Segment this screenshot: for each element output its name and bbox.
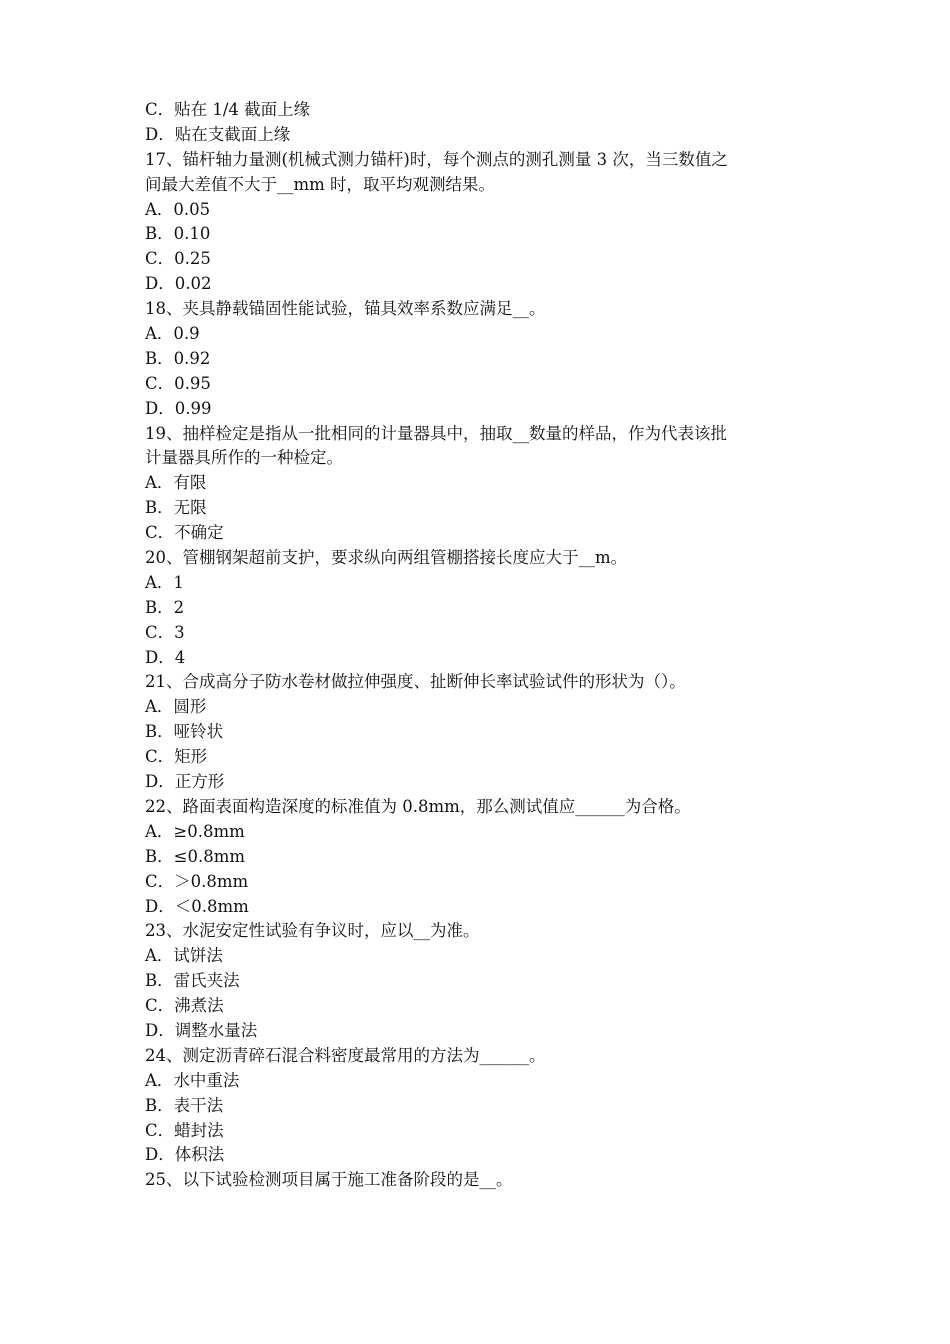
text-line: 17、锚杆轴力量测(机械式测力锚杆)时，每个测点的测孔测量 3 次，当三数值之 [145,149,728,169]
text-line: B．雷氏夹法 [145,971,240,991]
text-line: C．矩形 [145,747,208,767]
text-line: A．≥0.8mm [145,821,245,841]
text-line: A．0.05 [145,199,211,219]
text-line: 18、夹具静载锚固性能试验，锚具效率系数应满足__。 [145,299,546,319]
text-line: A．0.9 [145,324,200,344]
text-line: 24、测定沥青碎石混合料密度最常用的方法为______。 [145,1045,546,1065]
text-line: B．表干法 [145,1095,224,1115]
text-line: D．正方形 [145,772,225,792]
text-line: C．＞0.8mm [145,871,249,891]
text-line: C．蜡封法 [145,1120,224,1140]
text-line: C．不确定 [145,523,224,543]
text-line: A．有限 [145,473,207,493]
text-line: 间最大差值不大于__mm 时，取平均观测结果。 [145,174,496,194]
text-line: C．0.25 [145,249,211,269]
text-line: B．2 [145,597,185,617]
text-line: C．3 [145,622,185,642]
text-line: C．0.95 [145,373,211,393]
document-body [145,98,817,1193]
text-line: D．4 [145,647,186,667]
text-line: C．贴在 1/4 截面上缘 [145,100,311,119]
text-line: D．体积法 [145,1145,225,1165]
text-line: 23、水泥安定性试验有争议时，应以__为准。 [145,921,480,941]
text-line: D．＜0.8mm [145,896,249,916]
text-line: D．0.99 [145,398,212,418]
text-line: B．0.10 [145,224,211,244]
text-line: 21、合成高分子防水卷材做拉伸强度、扯断伸长率试验试件的形状为（）。 [145,672,686,692]
text-line: A．1 [145,572,184,592]
text-line: 22、路面表面构造深度的标准值为 0.8mm，那么测试值应______为合格。 [145,796,691,816]
text-line: A．水中重法 [145,1070,240,1090]
text-line: 20、管棚钢架超前支护，要求纵向两组管棚搭接长度应大于__m。 [145,548,628,568]
text-line: D．调整水量法 [145,1020,258,1040]
text-line: A．试饼法 [145,946,223,966]
text-line: 计量器具所作的一种检定。 [145,448,343,468]
text-line: D．贴在支截面上缘 [145,124,291,144]
text-line: B．哑铃状 [145,722,224,742]
text-line: B．无限 [145,498,207,518]
text-line: 25、以下试验检测项目属于施工准备阶段的是__。 [145,1170,513,1190]
text-line: D．0.02 [145,274,212,294]
text-line: A．圆形 [145,697,207,717]
text-line: B．≤0.8mm [145,846,245,866]
text-line: C．沸煮法 [145,996,224,1016]
text-line: 19、抽样检定是指从一批相同的计量器具中，抽取__数量的样品，作为代表该批 [145,423,727,443]
text-line: B．0.92 [145,348,211,368]
